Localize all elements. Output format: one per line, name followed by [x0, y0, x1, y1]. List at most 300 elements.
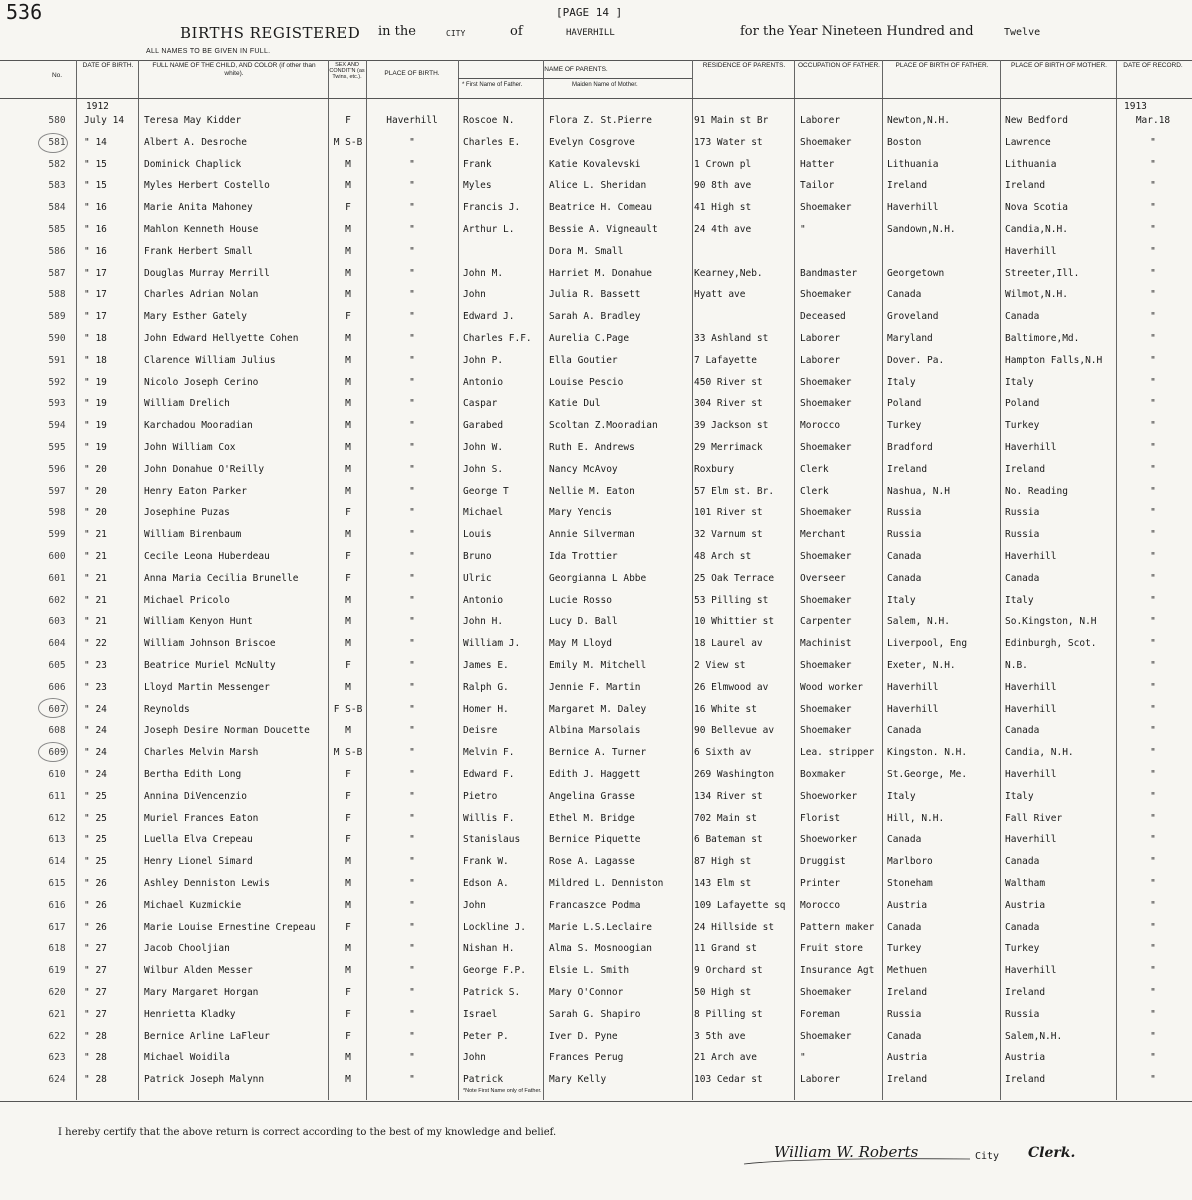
- father-occupation: Carpenter: [800, 616, 852, 628]
- entry-number: 601: [48, 572, 66, 584]
- child-name: Douglas Murray Merrill: [144, 267, 270, 279]
- mother-birthplace: Poland: [1005, 398, 1040, 410]
- birth-place: ": [409, 834, 415, 846]
- father-first-name: John H.: [463, 616, 504, 628]
- table-row: [0, 655, 1192, 677]
- birth-place: ": [409, 267, 415, 279]
- parents-residence: 143 Elm st: [694, 878, 752, 889]
- mother-birthplace: Haverhill: [1005, 442, 1057, 453]
- mother-birthplace: Canada: [1005, 311, 1040, 323]
- father-birthplace: Haverhill: [887, 202, 939, 214]
- entry-number: 589: [48, 311, 66, 323]
- entry-number: 600: [48, 551, 66, 562]
- record-date: ": [1150, 376, 1156, 388]
- sex-condition: M: [345, 529, 351, 541]
- father-occupation: Shoemaker: [800, 725, 852, 737]
- entry-number: 624: [48, 1074, 66, 1086]
- father-first-name: Edward J.: [463, 311, 515, 323]
- birth-place: ": [409, 354, 415, 366]
- mother-maiden-name: Alma S. Mosnoogian: [549, 943, 652, 955]
- table-row: [0, 808, 1192, 830]
- birth-place: ": [409, 747, 415, 759]
- entry-number: 616: [48, 899, 66, 911]
- father-occupation: Shoeworker: [800, 834, 858, 846]
- entry-number: 610: [48, 769, 66, 780]
- birth-date: " 27: [84, 987, 107, 998]
- parents-residence: 6 Bateman st: [694, 834, 763, 846]
- mother-maiden-name: Frances Perug: [549, 1052, 624, 1064]
- record-date: ": [1150, 551, 1156, 562]
- father-occupation: Bandmaster: [800, 267, 858, 279]
- mother-maiden-name: Flora Z. St.Pierre: [549, 115, 652, 126]
- mother-birthplace: Edinburgh, Scot.: [1005, 638, 1097, 650]
- child-name: Myles Herbert Costello: [144, 180, 270, 192]
- father-first-name: Lockline J.: [463, 921, 526, 933]
- mother-birthplace: Haverhill: [1005, 965, 1057, 977]
- birth-place: ": [409, 943, 415, 955]
- father-occupation: Laborer: [800, 115, 841, 126]
- sex-condition: M: [345, 965, 351, 977]
- record-date: ": [1150, 180, 1156, 192]
- child-name: Charles Melvin Marsh: [144, 747, 259, 759]
- entry-number: 607: [48, 703, 66, 715]
- entry-number: 585: [48, 224, 66, 235]
- parents-residence: 50 High st: [694, 987, 752, 998]
- birth-date: " 28: [84, 1052, 107, 1064]
- father-first-name: Homer H.: [463, 703, 509, 715]
- sex-condition: F: [345, 507, 351, 519]
- parents-residence: 24 4th ave: [694, 224, 752, 235]
- mother-maiden-name: Francaszce Podma: [549, 899, 641, 911]
- mother-birthplace: Italy: [1005, 376, 1034, 388]
- mother-maiden-name: Alice L. Sheridan: [549, 180, 647, 192]
- table-row: [0, 917, 1192, 939]
- child-name: Patrick Joseph Malynn: [144, 1074, 265, 1086]
- entry-number: 590: [48, 333, 66, 344]
- mother-birthplace: Candia,N.H.: [1005, 224, 1068, 235]
- table-row: [0, 699, 1192, 721]
- entry-number: 581: [48, 136, 66, 148]
- father-birthplace: Ireland: [887, 180, 928, 192]
- entry-number: 608: [48, 725, 66, 737]
- sex-condition: F: [345, 1030, 351, 1042]
- entry-number: 593: [48, 398, 66, 410]
- birth-place: ": [409, 245, 415, 257]
- birth-date: " 28: [84, 1074, 107, 1086]
- record-date: ": [1150, 856, 1156, 868]
- record-date: ": [1150, 987, 1156, 998]
- mother-birthplace: Candia, N.H.: [1005, 747, 1074, 759]
- mother-maiden-name: Bessie A. Vigneault: [549, 224, 658, 235]
- mother-maiden-name: Evelyn Cosgrove: [549, 136, 635, 148]
- sex-condition: M: [345, 681, 351, 693]
- entry-number: 617: [48, 921, 66, 933]
- entry-number: 592: [48, 376, 66, 388]
- title-in-the: in the: [378, 24, 416, 39]
- entry-number: 596: [48, 463, 66, 475]
- header-father-birth: PLACE OF BIRTH OF FATHER.: [895, 62, 989, 69]
- table-row: [0, 1026, 1192, 1048]
- father-first-name: Nishan H.: [463, 943, 515, 955]
- child-name: Albert A. Desroche: [144, 136, 247, 148]
- mother-maiden-name: Katie Kovalevski: [549, 158, 641, 170]
- record-date: ": [1150, 899, 1156, 911]
- table-row: [0, 350, 1192, 372]
- child-name: Reynolds: [144, 703, 190, 715]
- birth-place: ": [409, 158, 415, 170]
- father-occupation: Shoemaker: [800, 703, 852, 715]
- mother-birthplace: Austria: [1005, 1052, 1046, 1064]
- mother-maiden-name: Katie Dul: [549, 398, 601, 410]
- father-first-name: John S.: [463, 463, 504, 475]
- birth-place: ": [409, 1074, 415, 1086]
- father-birthplace: Sandown,N.H.: [887, 224, 956, 235]
- child-name: Karchadou Mooradian: [144, 420, 253, 432]
- mother-birthplace: Lawrence: [1005, 136, 1051, 148]
- entry-number: 618: [48, 943, 66, 955]
- birth-date: " 14: [84, 136, 107, 148]
- father-first-name: Peter P.: [463, 1030, 509, 1042]
- parents-residence: 57 Elm st. Br.: [694, 485, 775, 497]
- birth-date: " 19: [84, 442, 107, 453]
- sex-condition: M: [345, 463, 351, 475]
- parents-residence: 91 Main st Br: [694, 115, 769, 126]
- table-row: [0, 154, 1192, 176]
- child-name: Wilbur Alden Messer: [144, 965, 253, 977]
- sex-condition: M: [345, 878, 351, 889]
- child-name: Beatrice Muriel McNulty: [144, 660, 276, 671]
- parents-residence: 2 View st: [694, 660, 746, 671]
- header-sex: SEX AND CONDIT'N (as Twins, etc.).: [329, 62, 365, 80]
- mother-birthplace: Canada: [1005, 856, 1040, 868]
- birth-date: " 25: [84, 812, 107, 824]
- table-row: [0, 1004, 1192, 1026]
- child-name: John Edward Hellyette Cohen: [144, 333, 299, 344]
- birth-date: " 19: [84, 420, 107, 432]
- parents-residence: 53 Pilling st: [694, 594, 769, 606]
- father-occupation: Shoemaker: [800, 987, 852, 998]
- father-occupation: Florist: [800, 812, 841, 824]
- header-date: DATE OF BIRTH.: [82, 62, 134, 69]
- father-birthplace: Russia: [887, 529, 922, 541]
- parents-residence: Hyatt ave: [694, 289, 746, 301]
- mother-maiden-name: Ruth E. Andrews: [549, 442, 635, 453]
- entry-number: 609: [48, 747, 66, 759]
- table-row: [0, 960, 1192, 982]
- birth-place: ": [409, 551, 415, 562]
- entry-number: 582: [48, 158, 66, 170]
- mother-birthplace: Ireland: [1005, 987, 1046, 998]
- sex-condition: M: [345, 289, 351, 301]
- birth-date: " 25: [84, 790, 107, 802]
- father-birthplace: Methuen: [887, 965, 928, 977]
- father-first-name: Roscoe N.: [463, 115, 515, 126]
- entry-number: 620: [48, 987, 66, 998]
- entry-number: 597: [48, 485, 66, 497]
- mother-maiden-name: Rose A. Lagasse: [549, 856, 635, 868]
- record-date: ": [1150, 202, 1156, 214]
- record-date: ": [1150, 442, 1156, 453]
- birth-date: " 21: [84, 594, 107, 606]
- mother-birthplace: Russia: [1005, 529, 1040, 541]
- father-first-name: Melvin F.: [463, 747, 515, 759]
- father-first-name: Ralph G.: [463, 681, 509, 693]
- birth-place: ": [409, 856, 415, 868]
- entry-number: 595: [48, 442, 66, 453]
- header-occupation: OCCUPATION OF FATHER.: [798, 62, 880, 69]
- mother-birthplace: Canada: [1005, 572, 1040, 584]
- names-note: ALL NAMES TO BE GIVEN IN FULL.: [146, 48, 271, 55]
- signature-city-label: City: [975, 1151, 1000, 1162]
- sex-condition: M: [345, 725, 351, 737]
- birth-date: " 24: [84, 725, 107, 737]
- birth-place: ": [409, 463, 415, 475]
- entry-number: 580: [48, 115, 66, 126]
- birth-place: ": [409, 1008, 415, 1020]
- entry-number: 611: [48, 790, 66, 802]
- parents-residence: 90 Bellevue av: [694, 725, 775, 737]
- record-date: ": [1150, 681, 1156, 693]
- child-name: Marie Louise Ernestine Crepeau: [144, 921, 316, 933]
- father-first-name: John: [463, 899, 486, 911]
- mother-birthplace: Haverhill: [1005, 551, 1057, 562]
- birth-date: " 16: [84, 245, 107, 257]
- title-main: BIRTHS REGISTERED: [180, 24, 361, 42]
- child-name: Nicolo Joseph Cerino: [144, 376, 259, 388]
- birth-date: " 23: [84, 681, 107, 693]
- child-name: Marie Anita Mahoney: [144, 202, 253, 214]
- header-name: FULL NAME OF THE CHILD, AND COLOR (if other than white).: [152, 62, 316, 77]
- sex-condition: M S-B: [333, 747, 363, 759]
- entry-number: 583: [48, 180, 66, 192]
- parents-residence: 134 River st: [694, 790, 763, 802]
- mother-maiden-name: Dora M. Small: [549, 245, 624, 257]
- father-occupation: Shoemaker: [800, 1030, 852, 1042]
- table-row: [0, 263, 1192, 285]
- parents-residence: 41 High st: [694, 202, 752, 214]
- father-first-name: George F.P.: [463, 965, 526, 977]
- birth-place: ": [409, 1030, 415, 1042]
- record-date: ": [1150, 420, 1156, 432]
- parents-residence: 103 Cedar st: [694, 1074, 763, 1086]
- sex-condition: M: [345, 442, 351, 453]
- father-occupation: Shoemaker: [800, 398, 852, 410]
- father-birthplace: Italy: [887, 376, 916, 388]
- sex-condition: F: [345, 660, 351, 671]
- table-row: [0, 110, 1192, 132]
- sex-condition: F: [345, 202, 351, 214]
- record-date: ": [1150, 725, 1156, 737]
- father-birthplace: Georgetown: [887, 267, 945, 279]
- mother-birthplace: Haverhill: [1005, 703, 1057, 715]
- table-row: [0, 829, 1192, 851]
- birth-year: 1912: [86, 101, 109, 112]
- mother-maiden-name: Sarah A. Bradley: [549, 311, 641, 323]
- father-first-name: Pietro: [463, 790, 498, 802]
- father-first-name: Antonio: [463, 594, 504, 606]
- birth-date: " 24: [84, 769, 107, 780]
- father-occupation: Shoemaker: [800, 136, 852, 148]
- header-parents: NAME OF PARENTS.: [544, 66, 608, 73]
- father-birthplace: Canada: [887, 1030, 922, 1042]
- father-birthplace: Canada: [887, 551, 922, 562]
- birth-date: " 20: [84, 485, 107, 497]
- sex-condition: M: [345, 376, 351, 388]
- table-row: [0, 1047, 1192, 1069]
- father-first-name: Edward F.: [463, 769, 515, 780]
- father-birthplace: Groveland: [887, 311, 939, 323]
- mother-birthplace: Canada: [1005, 725, 1040, 737]
- father-first-name: Deisre: [463, 725, 498, 737]
- child-name: Josephine Puzas: [144, 507, 230, 519]
- record-date: ": [1150, 1074, 1156, 1086]
- father-occupation: Shoemaker: [800, 551, 852, 562]
- record-date: ": [1150, 812, 1156, 824]
- birth-date: " 17: [84, 289, 107, 301]
- father-occupation: Fruit store: [800, 943, 863, 955]
- father-occupation: Deceased: [800, 311, 846, 323]
- birth-date: " 16: [84, 224, 107, 235]
- father-first-name: Stanislaus: [463, 834, 521, 846]
- father-birthplace: Turkey: [887, 420, 922, 432]
- birth-place: ": [409, 594, 415, 606]
- mother-birthplace: Hampton Falls,N.H: [1005, 354, 1103, 366]
- birth-date: " 28: [84, 1030, 107, 1042]
- title-year-value: Twelve: [1004, 27, 1041, 38]
- table-row: [0, 786, 1192, 808]
- child-name: Charles Adrian Nolan: [144, 289, 259, 301]
- page-stamp: [PAGE 14 ]: [556, 6, 623, 19]
- mother-birthplace: Waltham: [1005, 878, 1046, 889]
- entry-number: 621: [48, 1008, 66, 1020]
- record-date: ": [1150, 158, 1156, 170]
- parents-residence: Roxbury: [694, 463, 735, 475]
- parents-residence: Kearney,Neb.: [694, 267, 763, 279]
- sex-condition: F: [345, 987, 351, 998]
- table-row: [0, 393, 1192, 415]
- parents-residence: 7 Lafayette: [694, 354, 757, 366]
- child-name: Clarence William Julius: [144, 354, 276, 366]
- entry-number: 598: [48, 507, 66, 519]
- sex-condition: M: [345, 420, 351, 432]
- father-occupation: Shoemaker: [800, 442, 852, 453]
- parents-residence: 18 Laurel av: [694, 638, 763, 650]
- mother-birthplace: Canada: [1005, 921, 1040, 933]
- mother-maiden-name: Mary Kelly: [549, 1074, 607, 1086]
- table-row: [0, 546, 1192, 568]
- sex-condition: M: [345, 245, 351, 257]
- child-name: Henrietta Kladky: [144, 1008, 236, 1020]
- record-date: ": [1150, 769, 1156, 780]
- record-date: ": [1150, 267, 1156, 279]
- sex-condition: M: [345, 267, 351, 279]
- record-date: ": [1150, 1008, 1156, 1020]
- birth-date: " 18: [84, 333, 107, 344]
- child-name: Teresa May Kidder: [144, 115, 242, 126]
- table-row: [0, 720, 1192, 742]
- mother-maiden-name: Margaret M. Daley: [549, 703, 647, 715]
- child-name: Muriel Frances Eaton: [144, 812, 259, 824]
- header-father-first: * First Name of Father.: [462, 82, 523, 88]
- birth-date: " 19: [84, 398, 107, 410]
- mother-maiden-name: Edith J. Haggett: [549, 769, 641, 780]
- child-name: Annina DiVencenzio: [144, 790, 247, 802]
- father-birthplace: Canada: [887, 921, 922, 933]
- entry-number: 599: [48, 529, 66, 541]
- birth-date: " 26: [84, 921, 107, 933]
- parents-residence: 90 8th ave: [694, 180, 752, 192]
- entry-number: 584: [48, 202, 66, 214]
- child-name: Dominick Chaplick: [144, 158, 242, 170]
- father-occupation: Shoemaker: [800, 289, 852, 301]
- header-mother-birth: PLACE OF BIRTH OF MOTHER.: [1011, 62, 1107, 69]
- sex-condition: M: [345, 398, 351, 410]
- parents-residence: 3 5th ave: [694, 1030, 746, 1042]
- record-date: ": [1150, 485, 1156, 497]
- header-mother-maiden: Maiden Name of Mother.: [572, 82, 638, 88]
- mother-maiden-name: Aurelia C.Page: [549, 333, 630, 344]
- birth-date: " 27: [84, 943, 107, 955]
- record-date: ": [1150, 638, 1156, 650]
- mother-maiden-name: Mildred L. Denniston: [549, 878, 664, 889]
- record-date: ": [1150, 507, 1156, 519]
- father-occupation: Hatter: [800, 158, 835, 170]
- birth-place: ": [409, 376, 415, 388]
- table-row: [0, 938, 1192, 960]
- child-name: William Johnson Briscoe: [144, 638, 276, 650]
- table-row: [0, 306, 1192, 328]
- table-row: [0, 197, 1192, 219]
- birth-place: Haverhill: [386, 115, 438, 126]
- father-occupation: Lea. stripper: [800, 747, 875, 759]
- child-name: Henry Lionel Simard: [144, 856, 253, 868]
- father-occupation: ": [800, 224, 806, 235]
- table-row: [0, 415, 1192, 437]
- page-number: 536: [6, 0, 43, 24]
- father-occupation: Wood worker: [800, 681, 863, 693]
- father-birthplace: Newton,N.H.: [887, 115, 950, 126]
- parents-residence: 8 Pilling st: [694, 1008, 763, 1020]
- record-date: ": [1150, 790, 1156, 802]
- record-date: ": [1150, 398, 1156, 410]
- birth-date: " 21: [84, 551, 107, 562]
- birth-date: " 27: [84, 965, 107, 977]
- parents-residence: 48 Arch st: [694, 551, 752, 562]
- father-birthplace: Ireland: [887, 987, 928, 998]
- table-row: [0, 895, 1192, 917]
- father-birthplace: Haverhill: [887, 681, 939, 693]
- title-of: of: [510, 24, 523, 39]
- father-first-name: William J.: [463, 638, 521, 650]
- child-name: Michael Pricolo: [144, 594, 230, 606]
- father-birthplace: Turkey: [887, 943, 922, 955]
- table-row: [0, 132, 1192, 154]
- birth-place: ": [409, 507, 415, 519]
- mother-birthplace: Austria: [1005, 899, 1046, 911]
- birth-place: ": [409, 703, 415, 715]
- table-row: [0, 219, 1192, 241]
- parents-residence: 6 Sixth av: [694, 747, 752, 759]
- father-occupation: Laborer: [800, 333, 841, 344]
- mother-maiden-name: Georgianna L Abbe: [549, 572, 647, 584]
- entry-number: 605: [48, 660, 66, 671]
- mother-birthplace: Haverhill: [1005, 834, 1057, 846]
- parents-residence: 33 Ashland st: [694, 333, 769, 344]
- birth-date: " 18: [84, 354, 107, 366]
- mother-birthplace: N.B.: [1005, 660, 1028, 671]
- birth-place: ": [409, 442, 415, 453]
- father-first-name: John M.: [463, 267, 504, 279]
